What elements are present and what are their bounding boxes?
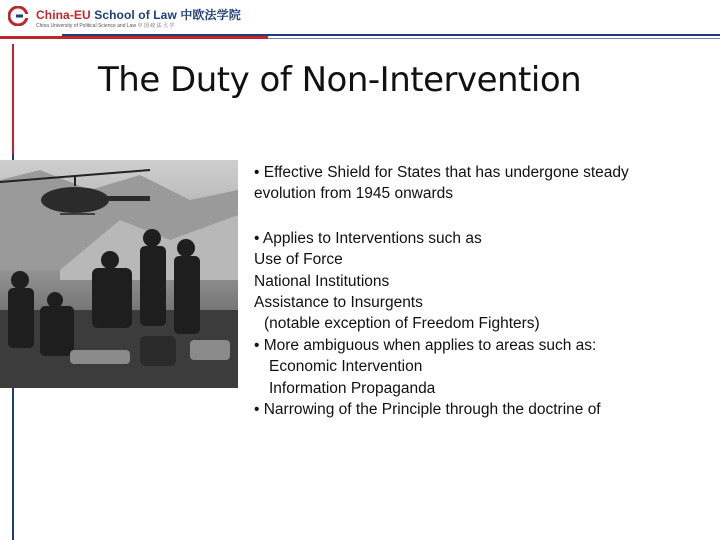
school-name (36, 6, 241, 23)
body-line: Information Propaganda (269, 379, 436, 397)
slide-body (254, 162, 704, 420)
body-gap (254, 205, 704, 228)
body-line: • Narrowing of the Principle through the doctrine of (254, 401, 601, 419)
school-subtitle: China University of Political Science and Law 中 国 政 法 大 学 (36, 23, 175, 29)
school-name-cn: 中欧法学院 (176, 8, 241, 22)
body-line: • Effective Shield for States that has undergone steady (254, 164, 629, 181)
body-line: evolution from 1945 onwards (254, 185, 454, 203)
body-line: • More ambiguous when applies to areas such as: (254, 336, 597, 354)
school-name-red: China-EU (36, 8, 91, 22)
body-line: (notable exception of Freedom Fighters) (264, 315, 540, 333)
slide-title: The Duty of Non-Intervention (98, 60, 582, 100)
helicopter-and-soldiers-photo (0, 160, 238, 388)
photo-illustration (0, 160, 238, 388)
body-line: Economic Intervention (269, 358, 423, 376)
school-logo-icon (8, 6, 28, 26)
body-line: National Institutions (254, 272, 390, 290)
header-rule-red (0, 36, 268, 39)
side-rule-red (12, 44, 14, 154)
body-line: Use of Force (254, 251, 343, 269)
body-line: • Applies to Interventions such as (254, 229, 482, 247)
body-line: Assistance to Insurgents (254, 294, 423, 312)
school-name-navy: School of Law (90, 8, 177, 22)
